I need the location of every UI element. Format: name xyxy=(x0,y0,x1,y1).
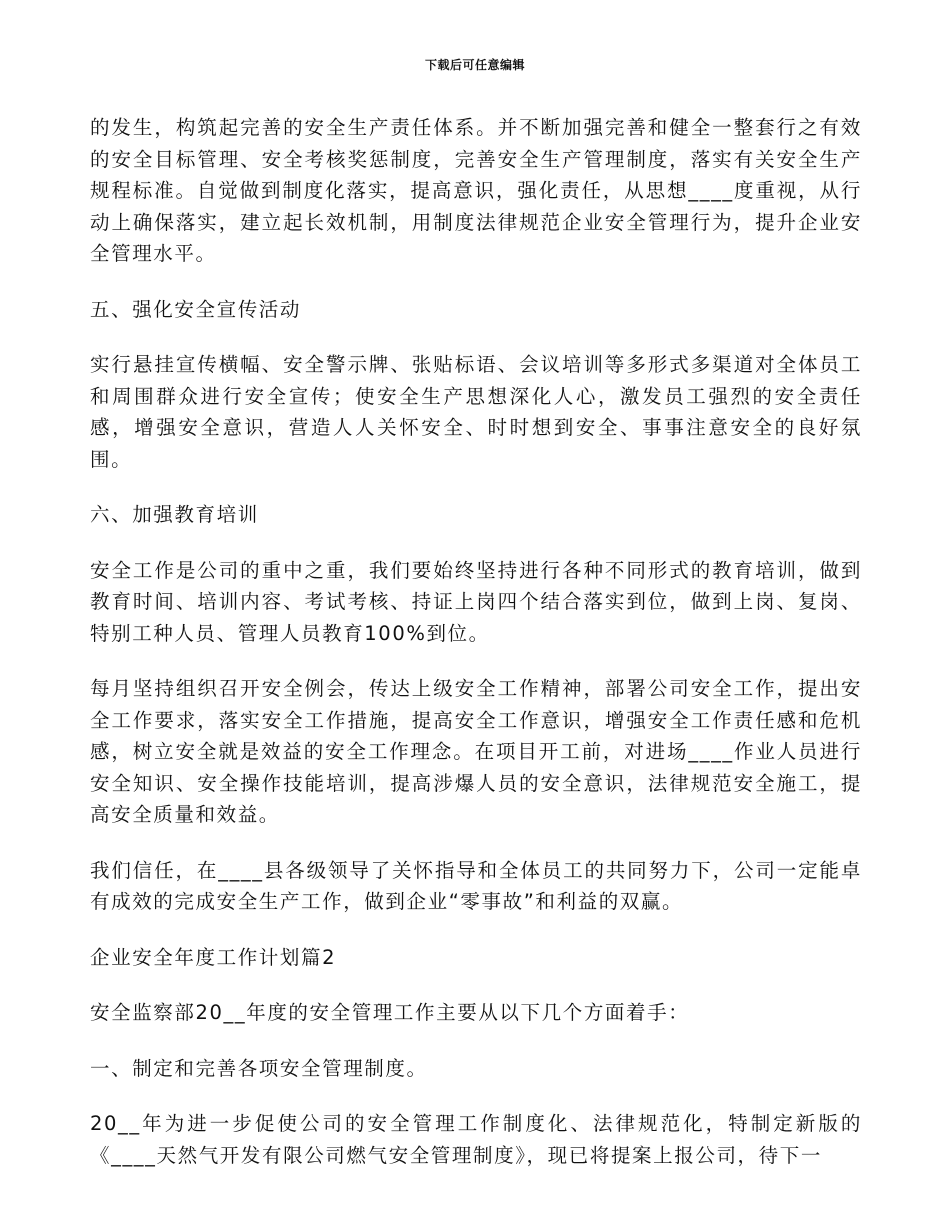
paragraph-publicity: 实行悬挂宣传横幅、安全警示牌、张贴标语、会议培训等多形式多渠道对全体员工和周围群众进行安全宣传；使安全生产思想深化人心，激发员工强烈的安全责任感，增强安全意识，营造人人关怀安全、时时想到安全、事事注意安全的良好氛围。 xyxy=(90,353,862,471)
page-header: 下载后可任意编辑 xyxy=(424,58,525,72)
paragraph-training: 安全工作是公司的重中之重，我们要始终坚持进行各种不同形式的教育培训，做到教育时间、培训内容、考试考核、持证上岗四个结合落实到位，做到上岗、复岗、特别工种人员、管理人员教育100%到位。 xyxy=(90,558,862,645)
paragraph-conclusion: 我们信任，在____县各级领导了关怀指导和全体员工的共同努力下，公司一定能卓有成效的完成安全生产工作，做到企业“零事故”和利益的双赢。 xyxy=(90,858,862,913)
paragraph-intro-part-2: 安全监察部20__年度的安全管理工作主要从以下几个方面着手： xyxy=(90,1001,690,1024)
section-heading-regulations: 一、制定和完善各项安全管理制度。 xyxy=(90,1056,428,1080)
paragraph-monthly-meeting: 每月坚持组织召开安全例会，传达上级安全工作精神，部署公司安全工作，提出安全工作要求，落实安全工作措施，提高安全工作意识，增强安全工作责任感和危机感，树立安全就是效益的安全工作理念。在项目开工前，对进场____作业人员进行安全知识、安全操作技能培训，提高涉爆人员的安全意识，法律规范安全施工，提高安全质量和效益。 xyxy=(90,677,862,826)
article-title-part-2: 企业安全年度工作计划篇2 xyxy=(90,945,337,969)
section-heading-training: 六、加强教育培训 xyxy=(90,503,259,526)
document-body xyxy=(90,112,862,1195)
paragraph-responsibility-system: 的发生，构筑起完善的安全生产责任体系。并不断加强完善和健全一整套行之有效的安全目标管理、安全考核奖惩制度，完善安全生产管理制度，落实有关安全生产规程标准。自觉做到制度化落实，提高意识，强化责任，从思想____度重视，从行动上确保落实，建立起长效机制，用制度法律规范企业安全管理行为，提升企业安全管理水平。 xyxy=(90,116,862,265)
section-heading-publicity: 五、强化安全宣传活动 xyxy=(90,297,302,321)
paragraph-regulations: 20__年为进一步促使公司的安全管理工作制度化、法律规范化，特制定新版的《____天然气开发有限公司燃气安全管理制度》，现已将提案上报公司，待下一 xyxy=(90,1112,862,1167)
